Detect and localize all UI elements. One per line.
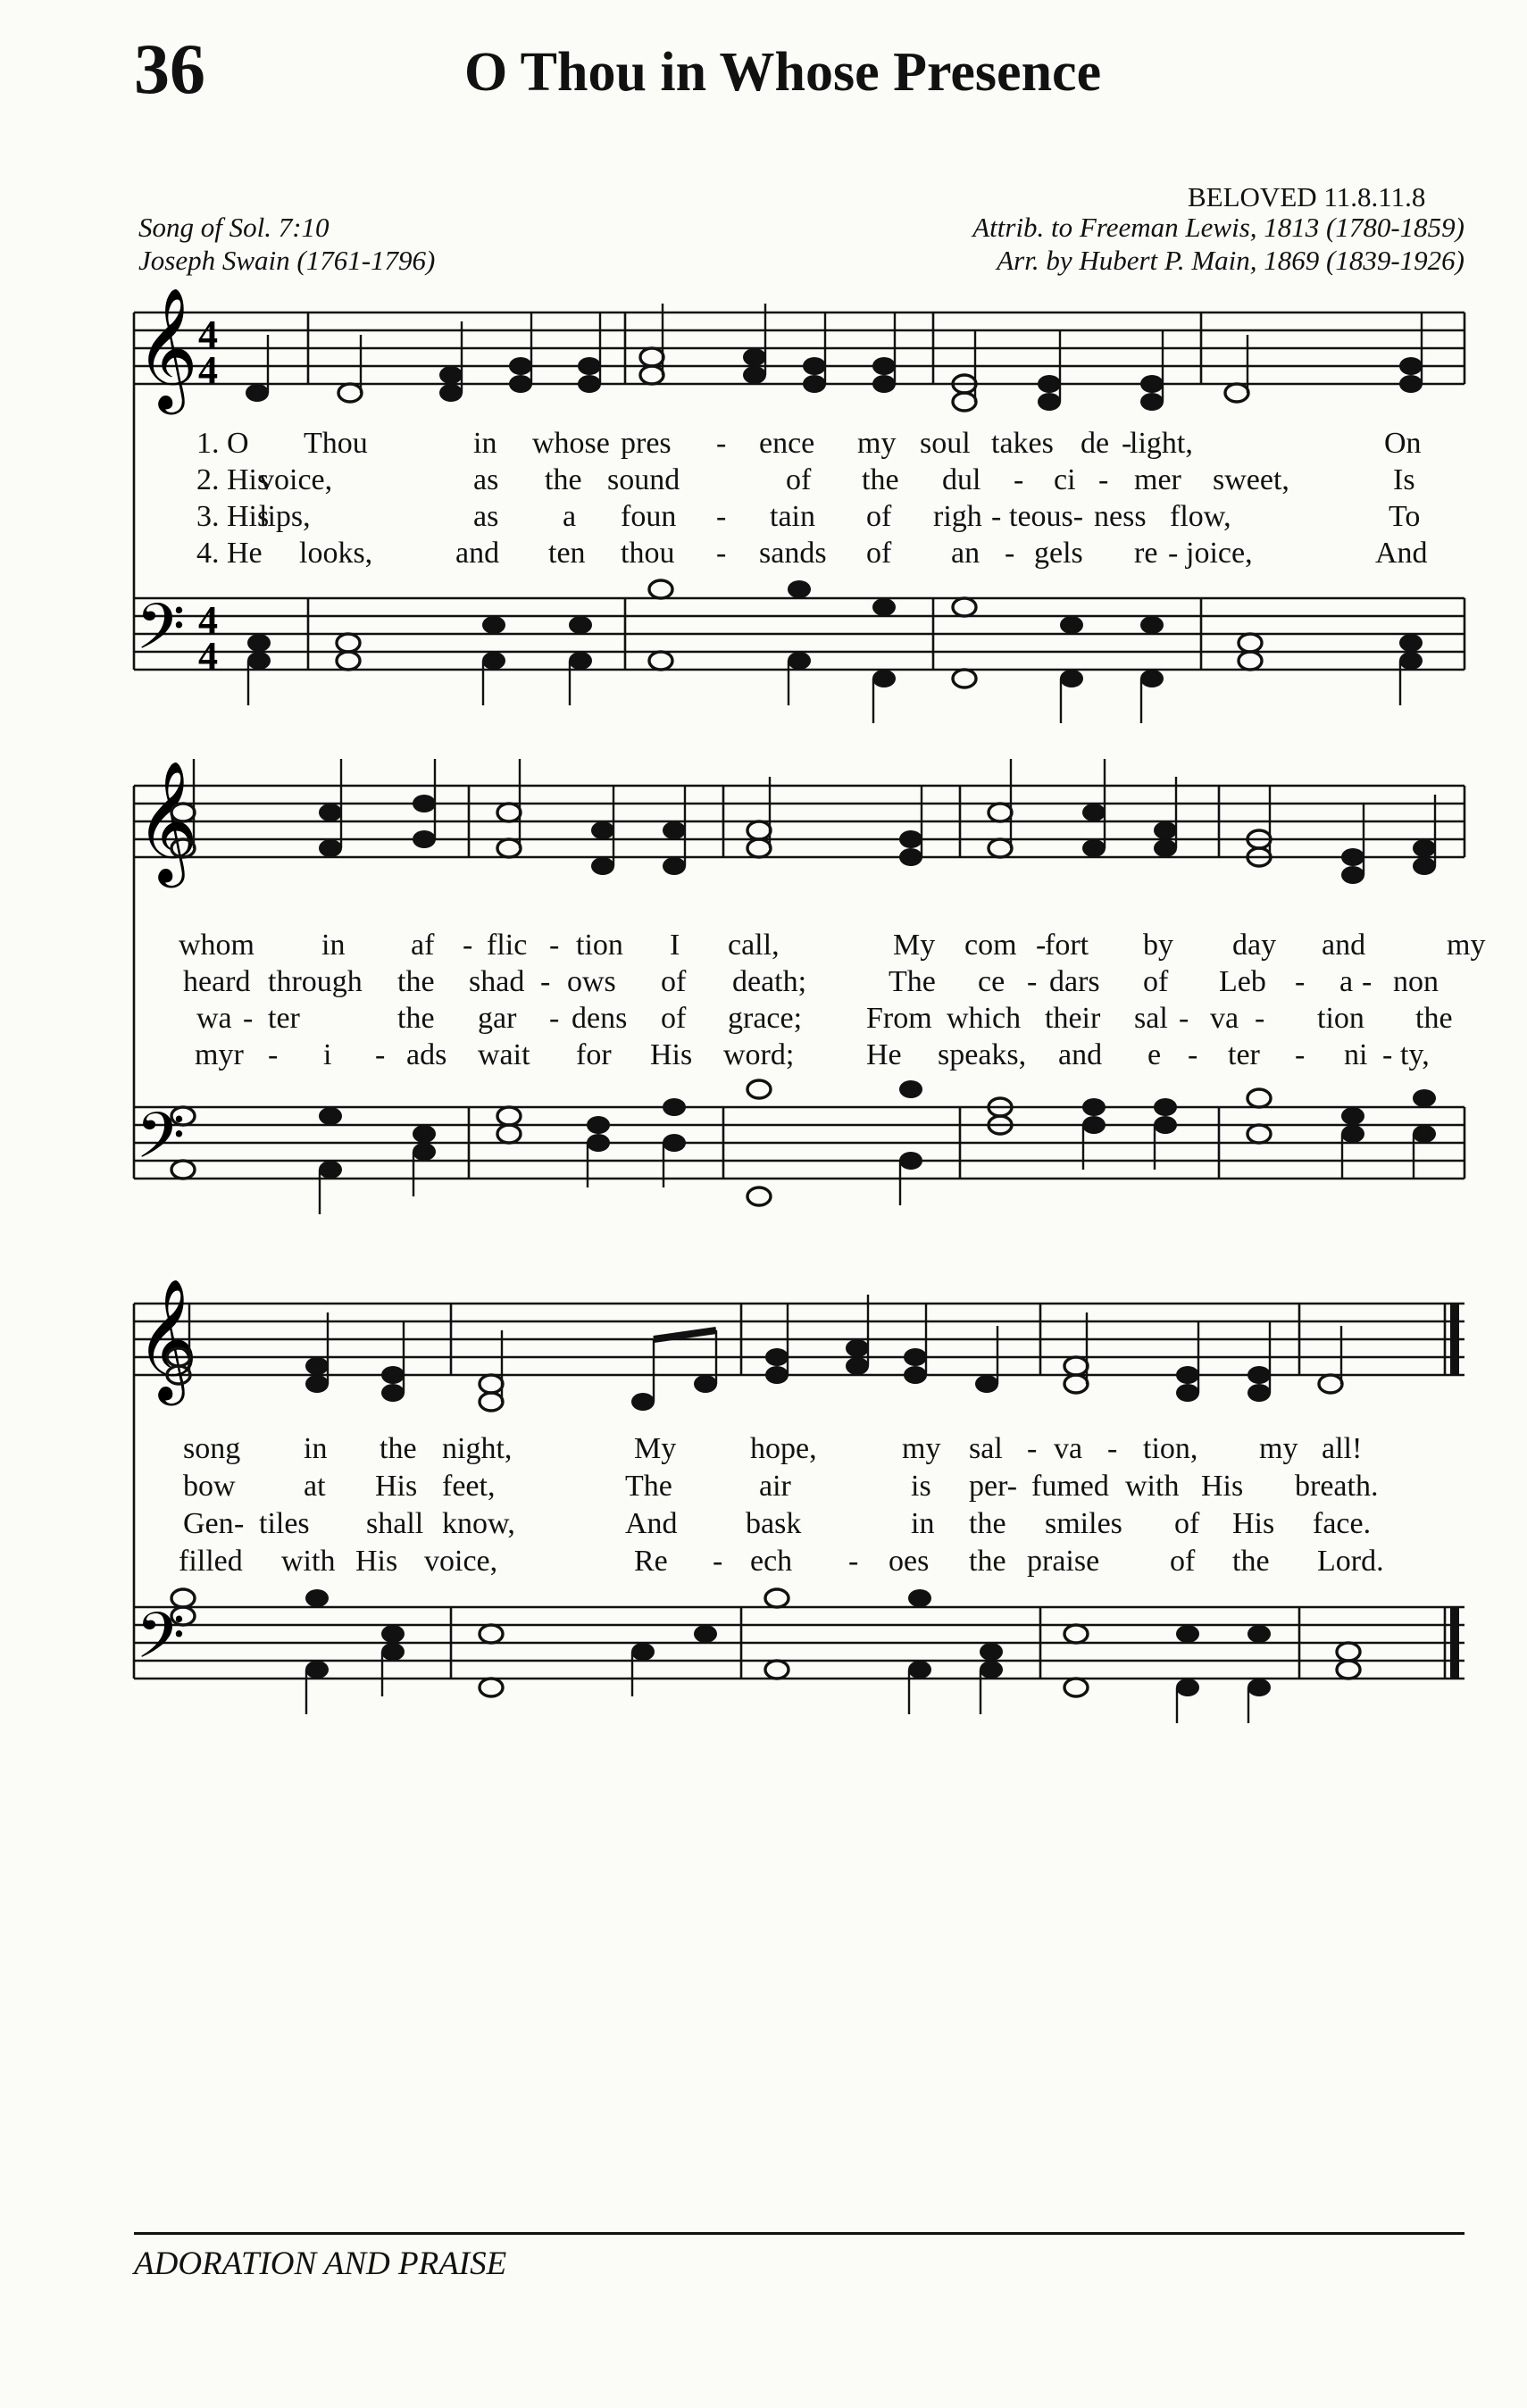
lyric-syllable: the [1415,1002,1453,1035]
lyric-syllable: of [1170,1545,1196,1578]
bass-clef-icon: 𝄢 [136,590,186,679]
lyric-syllable: gels [1034,537,1083,570]
lyric-syllable: whom [179,929,254,962]
lyric-syllable: face. [1313,1507,1372,1540]
lyric-syllable: Is [1393,463,1415,496]
lyric-syllable: with [1125,1470,1180,1503]
lyric-syllable: dens [572,1002,628,1035]
treble-staff [134,1304,1464,1375]
lyric-syllable: takes [991,427,1054,460]
lyric-syllable: 1. O [196,427,249,460]
lyric-syllable: praise [1027,1545,1100,1578]
lyric-syllable: ce [978,965,1005,998]
lyric-syllable: wa [196,1002,232,1035]
lyric-syllable: a [563,500,577,533]
hymn-title: O Thou in Whose Presence [464,42,1102,103]
lyric-syllable: - [1179,1002,1189,1035]
lyric-syllable: tion, [1143,1432,1198,1465]
lyric-syllable: the [969,1507,1006,1540]
lyric-syllable: sands [759,537,827,570]
lyric-syllable: On [1384,427,1422,460]
lyric-syllable: of [786,463,812,496]
lyric-syllable: voice, [259,463,333,496]
lyric-syllable: the [862,463,899,496]
lyric-syllable: - [1295,965,1306,998]
lyric-syllable: My [893,929,936,962]
lyric-syllable: ence [759,427,815,460]
lyric-syllable: word; [723,1038,795,1071]
lyric-syllable: af [411,929,435,962]
lyric-syllable: grace; [728,1002,803,1035]
lyric-syllable: through [268,965,363,998]
lyric-syllable: of [661,965,687,998]
lyric-syllable: lips, [259,500,311,533]
lyric-syllable: I [670,929,680,962]
lyric-syllable: ni [1344,1038,1368,1071]
lyric-syllable: And [625,1507,678,1540]
lyric-syllable: - [713,1545,723,1578]
lyric-syllable: myr [195,1038,244,1071]
lyric-syllable: is [911,1470,931,1503]
lyric-syllable: of [1174,1507,1200,1540]
lyric-syllable: ten [548,537,586,570]
lyric-syllable: their [1045,1002,1101,1035]
lyric-syllable: ty, [1400,1038,1430,1071]
lyric-syllable: i [323,1038,332,1071]
lyric-syllable: Lord. [1317,1545,1384,1578]
lyric-syllable: Thou [304,427,368,460]
lyric-syllable: sal [1134,1002,1168,1035]
lyric-syllable: - [716,427,727,460]
lyric-syllable: va [1054,1432,1083,1465]
lyric-syllable: Leb [1219,965,1266,998]
lyric-syllable: sound [607,463,680,496]
time-signature-bottom: 4 [198,634,218,678]
lyric-syllable: com [964,929,1017,962]
lyric-syllable: of [1143,965,1169,998]
lyric-syllable: - [1027,1432,1038,1465]
lyric-syllable: - [243,1002,254,1035]
lyric-syllable: - [991,500,1002,533]
treble-clef-icon: 𝄞 [136,286,198,409]
treble-clef-icon: 𝄞 [136,1277,198,1400]
time-signature-top: 4 [198,312,218,356]
lyric-syllable: oes [889,1545,930,1578]
lyric-syllable: whose [532,427,610,460]
lyric-syllable: ter [1228,1038,1260,1071]
lyric-syllable: the [1232,1545,1270,1578]
lyric-syllable: heard [183,965,251,998]
bass-notes [171,1589,1360,1723]
lyric-syllable: my [1447,929,1486,962]
lyric-syllable: tion [576,929,623,962]
lyric-syllable: - [1295,1038,1306,1071]
lyric-syllable: He [866,1038,902,1071]
lyric-syllable: ness [1094,500,1147,533]
lyric-syllable: smiles [1045,1507,1122,1540]
lyric-syllable: His [650,1038,693,1071]
lyric-syllable: - [1255,1002,1265,1035]
lyric-syllable: - [234,1507,245,1540]
lyric-syllable: which [947,1002,1022,1035]
lyric-syllable: by [1143,929,1173,962]
bass-staff [134,1607,1464,1679]
lyric-syllable: - [375,1038,386,1071]
lyric-syllable: sal [969,1432,1003,1465]
lyric-syllable: - [463,929,473,962]
lyric-syllable: death; [732,965,807,998]
lyric-syllable: night, [442,1432,513,1465]
lyric-syllable: know, [442,1507,515,1540]
lyric-syllable: air [759,1470,791,1503]
lyric-syllable: - [1014,463,1024,496]
lyric-syllable: light, [1130,427,1193,460]
lyric-syllable: at [304,1470,326,1503]
lyric-syllable: for [576,1038,612,1071]
lyric-syllable: From [866,1002,932,1035]
lyric-syllable: as [473,500,499,533]
lyric-syllable: - [1098,463,1109,496]
lyric-syllable: tain [770,500,815,533]
lyric-syllable: the [380,1432,417,1465]
lyric-syllable: tion [1317,1002,1364,1035]
lyric-syllable: filled [179,1545,243,1578]
lyric-syllable: ter [268,1002,300,1035]
lyric-syllable: hope, [750,1432,817,1465]
lyric-syllable: ci [1054,463,1076,496]
lyric-syllable: soul [920,427,971,460]
lyric-syllable: the [969,1545,1006,1578]
lyric-syllable: - [1168,537,1179,570]
lyric-syllable: - [1122,427,1132,460]
lyric-syllable: of [866,500,892,533]
lyric-syllable: The [889,965,936,998]
lyric-syllable: ech [750,1545,793,1578]
time-signature-bottom: 4 [198,348,218,392]
lyric-syllable: And [1375,537,1428,570]
lyric-syllable: - [1005,537,1015,570]
lyric-syllable: bow [183,1470,236,1503]
lyric-syllable: - [1188,1038,1198,1071]
lyric-syllable: His [355,1545,398,1578]
lyric-syllable: the [397,1002,435,1035]
lyric-syllable: in [911,1507,935,1540]
lyric-syllable: the [397,965,435,998]
lyric-syllable: - [716,537,727,570]
lyric-syllable: my [857,427,897,460]
lyric-syllable: sweet, [1213,463,1289,496]
lyric-syllable: 4. He [196,537,263,570]
lyric-syllable: His [1201,1470,1244,1503]
section-heading: ADORATION AND PRAISE [134,2246,507,2282]
lyric-syllable: - [848,1545,859,1578]
lyric-syllable: dars [1049,965,1100,998]
treble-staff [134,312,1464,384]
lyric-syllable: shad [469,965,525,998]
lyric-syllable: - [1027,965,1038,998]
lyric-syllable: His [375,1470,418,1503]
lyric-syllable: my [902,1432,941,1465]
lyric-syllable: and [1322,929,1366,962]
lyric-syllable: ows [567,965,616,998]
tune-meter: BELOVED 11.8.11.8 [1188,181,1426,212]
lyric-syllable: the [545,463,582,496]
lyric-syllable: and [455,537,500,570]
treble-clef-icon: 𝄞 [136,759,198,882]
lyric-syllable: tiles [259,1507,310,1540]
lyric-syllable: teous- [1009,500,1084,533]
lyric-syllable: va [1210,1002,1239,1035]
bass-clef-icon: 𝄢 [136,1599,186,1688]
lyric-syllable: feet, [442,1470,496,1503]
lyric-syllable: e [1147,1038,1162,1071]
hymn-number: 36 [134,30,205,109]
lyric-syllable: - [1382,1038,1393,1071]
scripture-reference: Song of Sol. 7:10 [138,212,330,243]
lyric-syllable: flic [487,929,528,962]
lyric-syllable: ads [406,1038,447,1071]
bass-notes [171,1080,1436,1214]
lyric-syllable: with [281,1545,336,1578]
lyric-syllable: breath. [1295,1470,1379,1503]
time-signature-top: 4 [198,598,218,642]
lyric-syllable: 3. His [196,500,270,533]
lyric-syllable: shall [366,1507,424,1540]
lyric-syllable: bask [746,1507,802,1540]
lyric-syllable: - [540,965,551,998]
lyric-syllable: His [1232,1507,1275,1540]
lyric-syllable: flow, [1170,500,1231,533]
lyric-syllable: voice, [424,1545,498,1578]
composer-credit: Attrib. to Freeman Lewis, 1813 (1780-1859) [972,212,1464,243]
footer-rule [134,2232,1464,2235]
lyric-syllable: Gen [183,1507,234,1540]
lyric-syllable: song [183,1432,241,1465]
lyric-syllable: of [661,1002,687,1035]
lyric-syllable: - [268,1038,279,1071]
lyric-syllable: joice, [1186,537,1253,570]
treble-notes [246,304,1423,411]
lyric-syllable: of [866,537,892,570]
lyric-syllable: - [1362,965,1373,998]
lyric-syllable: in [473,427,497,460]
lyric-syllable: 2. His [196,463,270,496]
lyric-syllable: dul [942,463,981,496]
lyric-syllable: - [549,1002,560,1035]
lyric-syllable: in [304,1432,328,1465]
lyric-syllable: my [1259,1432,1298,1465]
treble-notes [167,1295,1342,1411]
lyric-syllable: The [625,1470,672,1503]
lyric-syllable: per- [969,1470,1018,1503]
lyric-syllable: day [1232,929,1277,962]
lyric-syllable: - [1036,929,1047,962]
lyric-syllable: call, [728,929,780,962]
lyric-syllable: thou [621,537,675,570]
lyric-syllable: - [716,500,727,533]
lyric-syllable: Re [634,1545,668,1578]
lyric-syllable: pres [621,427,672,460]
bass-clef-icon: 𝄢 [136,1099,186,1188]
lyric-syllable: To [1389,500,1421,533]
arranger-credit: Arr. by Hubert P. Main, 1869 (1839-1926) [997,245,1464,276]
lyric-syllable: in [321,929,346,962]
lyric-syllable: - [549,929,560,962]
lyric-syllable: looks, [299,537,373,570]
lyric-syllable: wait [478,1038,530,1071]
lyric-syllable: de [1081,427,1110,460]
lyric-syllable: as [473,463,499,496]
lyric-syllable: gar [478,1002,517,1035]
lyric-syllable: speaks, [938,1038,1027,1071]
lyric-syllable: a [1339,965,1354,998]
lyric-syllable: re [1134,537,1158,570]
lyric-syllable: My [634,1432,677,1465]
lyric-syllable: foun [621,500,677,533]
lyric-syllable: righ [933,500,982,533]
lyric-syllable: fort [1045,929,1089,962]
lyric-syllable: mer [1134,463,1181,496]
lyric-syllable: an [951,537,980,570]
lyric-syllable: and [1058,1038,1103,1071]
lyric-syllable: non [1393,965,1439,998]
lyric-syllable: - [1107,1432,1118,1465]
author-credit: Joseph Swain (1761-1796) [138,245,436,276]
lyric-syllable: fumed [1031,1470,1109,1503]
lyric-syllable: all! [1322,1432,1363,1465]
